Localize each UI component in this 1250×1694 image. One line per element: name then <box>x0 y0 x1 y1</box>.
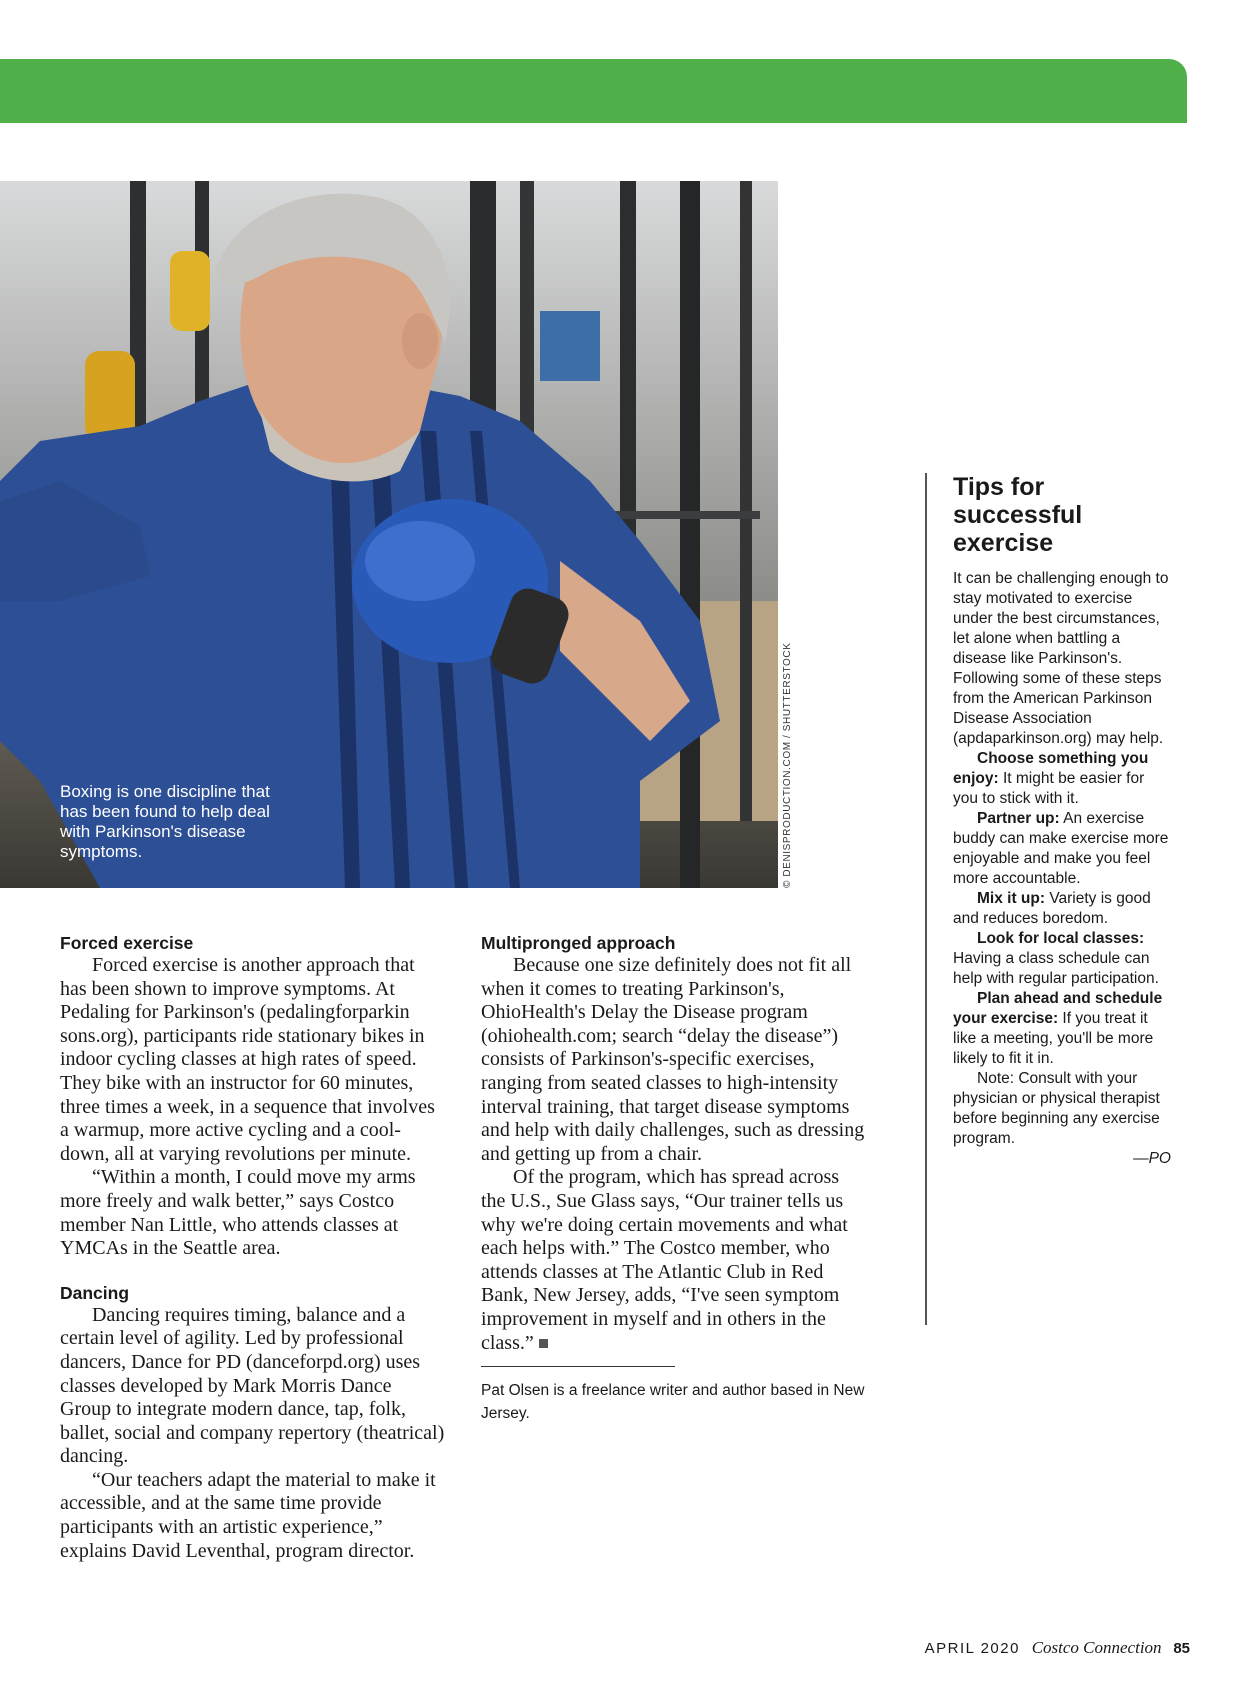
paragraph <box>481 1166 866 1355</box>
paragraph: “Within a month, I could move my arms more freely and walk better,” says Costco member Nan Little, who attends classes at YMCAs in the Seattle area. <box>60 1166 416 1260</box>
page-number: 85 <box>1173 1640 1190 1657</box>
paragraph: Dancing requires timing, balance and a certain level of agility. Led by professional dancers, Dance for PD (danceforpd.org) uses classes developed by Mark Morris Dance Group to integrate modern dance, tap, folk, ballet, social and company repertory (theatrical) dancing. <box>60 1303 445 1468</box>
sidebar-note: Note: Consult with your physician or physical therapist before beginning any exercise program. <box>953 1070 1160 1147</box>
tip-body: Variety is good and reduces boredom. <box>953 890 1151 927</box>
paragraph-text: Of the program, which has spread across the U.S., Sue Glass says, “Our trainer tells us why we're doing certain movements and what each helps with.” The Costco member, who attends classes at The Atlantic Club in Red Bank, New Jersey, adds, “I've seen symptom improvement in myself and in others in the class.” <box>481 1166 848 1354</box>
tip-item <box>953 929 1171 989</box>
paragraph: Forced exercise is another approach that has been shown to improve symptoms. At Pedaling for Parkinson's (pedalingforparkin sons.org), participants ride stationary bikes in indoor cycling classes at high rates of speed. They bike with an instructor for 60 minutes, three times a week, in a sequence that involves a warmup, more active cycling and a cool-down, all at varying revolutions per minute. <box>60 954 435 1165</box>
bio-divider <box>481 1366 675 1367</box>
article-column-2 <box>481 932 866 1355</box>
tip-body: If you treat it like a meeting, you'll be more likely to fit it in. <box>953 1010 1154 1067</box>
tips-sidebar <box>953 473 1171 1169</box>
page-footer <box>925 1638 1190 1658</box>
magazine-name: Costco Connection <box>1031 1638 1162 1657</box>
photo-credit: © DENISPRODUCTION.COM / SHUTTERSTOCK <box>782 642 793 888</box>
issue-date: APRIL 2020 <box>924 1640 1020 1657</box>
sidebar-intro: It can be challenging enough to stay motivated to exercise under the best circumstances, let alone when battling a disease like Parkinson's. Following some of these steps from the American Parkinson Disease Association (apdaparkinson.org) may help. <box>953 570 1169 747</box>
end-mark-icon <box>539 1339 548 1348</box>
section-heading-forced-exercise: Forced exercise <box>60 933 194 953</box>
header-banner <box>0 59 1187 123</box>
paragraph: Because one size definitely does not fit all when it comes to treating Parkinson's, OhioHealth's Delay the Disease program (ohiohealth.com; search “delay the disease”) consists of Parkinson's-specific exercises, ranging from seated classes to high-intensity interval training, that target disease symptoms and help with daily challenges, such as dressing and getting up from a chair. <box>481 954 865 1165</box>
sidebar-divider <box>925 473 927 1325</box>
sidebar-title: Tips for successful exercise <box>953 473 1083 557</box>
tip-body: Having a class schedule can help with regular participation. <box>953 950 1159 987</box>
tip-body: It might be easier for you to stick with it. <box>953 770 1145 807</box>
tip-heading: Look for local classes: <box>977 930 1145 947</box>
tip-item <box>953 889 1171 929</box>
tip-item <box>953 809 1171 889</box>
tip-item <box>953 749 1171 809</box>
section-heading-dancing: Dancing <box>60 1282 130 1303</box>
paragraph: “Our teachers adapt the material to make it accessible, and at the same time provide participants with an artistic experience,” explains David Leventhal, program director. <box>60 1468 436 1562</box>
photo-caption: Boxing is one discipline that has been found to help deal with Parkinson's disease symptoms. <box>60 782 270 861</box>
tip-heading: Mix it up: <box>977 890 1046 907</box>
tip-body: An exercise buddy can make exercise more enjoyable and make you feel more accountable. <box>953 810 1169 887</box>
sidebar-signature: —PO <box>1133 1150 1171 1167</box>
tip-heading: Choose something you enjoy: <box>953 750 1149 787</box>
tip-heading: Plan ahead and schedule your exercise: <box>953 990 1163 1027</box>
article-column-1 <box>60 932 445 1563</box>
section-heading-multipronged: Multipronged approach <box>481 933 676 953</box>
author-bio: Pat Olsen is a freelance writer and author based in New Jersey. <box>481 1382 865 1422</box>
tip-heading: Partner up: <box>977 810 1060 827</box>
tip-item <box>953 989 1171 1069</box>
